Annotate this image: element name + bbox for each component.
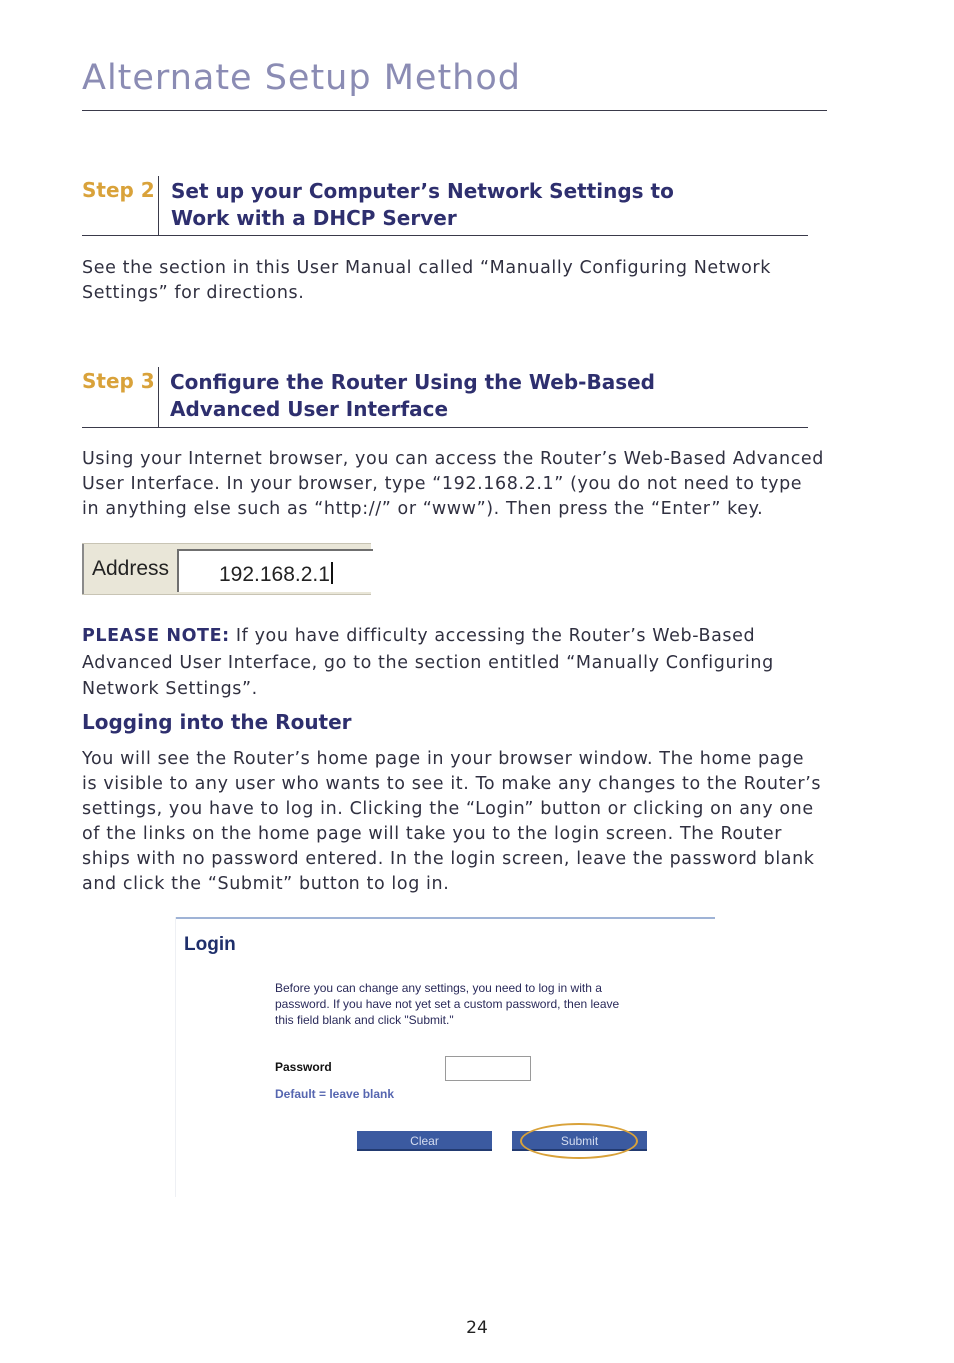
password-hint: Default = leave blank bbox=[275, 1087, 395, 1101]
password-label: Password bbox=[275, 1060, 332, 1074]
page-number: 24 bbox=[466, 1318, 488, 1338]
address-bar-edge bbox=[82, 544, 84, 594]
address-value-wrap bbox=[219, 562, 333, 587]
clear-button[interactable]: Clear bbox=[357, 1131, 492, 1151]
login-left-border bbox=[175, 917, 176, 1197]
step-2-rule bbox=[82, 235, 808, 236]
step-2-label: Step 2 bbox=[82, 178, 155, 202]
address-bar-screenshot bbox=[82, 543, 371, 595]
step-3-separator bbox=[158, 367, 159, 427]
address-label: Address bbox=[92, 557, 170, 580]
please-note-text: If you have difficulty accessing the Router’s Web-Based Advanced User Interface, go to the section entitled “Manually Configuring Network Settings”. bbox=[82, 626, 774, 699]
step-2-title-line-1: Set up your Computer’s Network Settings to bbox=[171, 179, 674, 203]
title-divider bbox=[82, 110, 827, 111]
page-title: Alternate Setup Method bbox=[82, 58, 521, 98]
step-3-label: Step 3 bbox=[82, 369, 155, 393]
step-2-title-line-2: Work with a DHCP Server bbox=[171, 206, 457, 230]
login-instructions: Before you can change any settings, you need to log in with a password. If you have not yet set a custom password, then leave this field blank and click "Submit." bbox=[275, 981, 620, 1027]
login-top-border bbox=[175, 917, 715, 919]
password-input[interactable] bbox=[445, 1056, 531, 1081]
text-caret bbox=[331, 562, 333, 584]
address-field bbox=[177, 549, 373, 592]
step-2-separator bbox=[158, 176, 159, 235]
step-3-title bbox=[170, 369, 655, 423]
logging-body: You will see the Router’s home page in your browser window. The home page is visible to any user who wants to see it. To make any changes to the Router’s settings, you have to log in. Clicking the “Login” button or clicking on any one of the links on the home page will take you to the login screen. The Router ships with no password entered. In the login screen, leave the password blank and click the “Submit” button to log in. bbox=[82, 749, 822, 894]
logging-heading: Logging into the Router bbox=[82, 710, 352, 734]
address-value: 192.168.2.1 bbox=[219, 563, 330, 586]
login-title: Login bbox=[184, 934, 236, 955]
login-screenshot bbox=[175, 917, 715, 1197]
step-3-rule bbox=[82, 427, 808, 428]
step-3-title-line-1: Configure the Router Using the Web-Based bbox=[170, 370, 655, 394]
submit-highlight-circle bbox=[520, 1123, 638, 1159]
step-2-body: See the section in this User Manual called “Manually Configuring Network Settings” for directions. bbox=[82, 258, 771, 303]
step-3-title-line-2: Advanced User Interface bbox=[170, 397, 449, 421]
please-note bbox=[82, 623, 774, 703]
step-2-header bbox=[82, 176, 808, 236]
step-2-title bbox=[171, 178, 674, 232]
step-3-header bbox=[82, 367, 808, 428]
submit-button[interactable]: Submit bbox=[512, 1131, 647, 1151]
please-note-label: PLEASE NOTE: bbox=[82, 626, 230, 646]
step-3-body: Using your Internet browser, you can access the Router’s Web-Based Advanced User Interface. In your browser, type “192.168.2.1” (you do not need to type in anything else such as “http://” or “www”). Then press the “Enter” key. bbox=[82, 449, 824, 519]
